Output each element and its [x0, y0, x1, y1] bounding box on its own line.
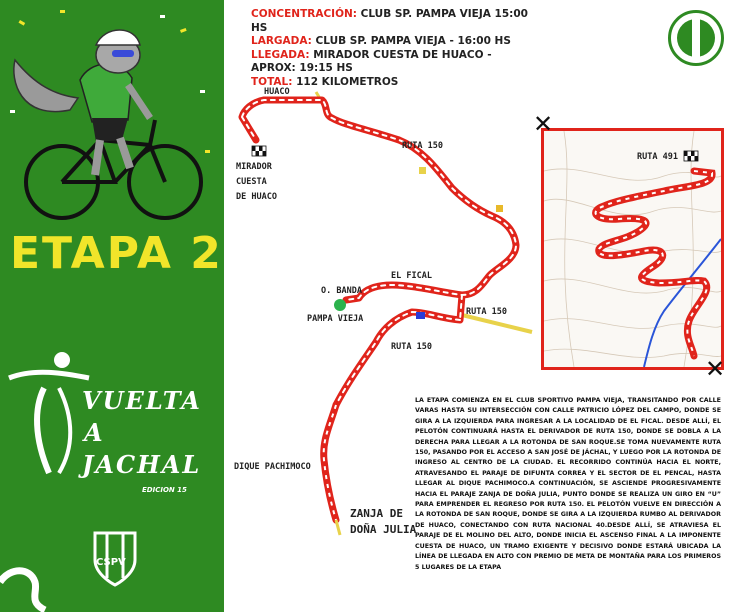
road-sign-b — [496, 205, 503, 212]
start-marker — [334, 299, 346, 311]
left-panel — [0, 0, 224, 612]
event-name-line2: A — [84, 418, 105, 447]
label-ruta150-top: RUTA 150 — [402, 141, 443, 151]
inset-corner-x-top-icon: ✕ — [533, 110, 554, 138]
concentracion-label: CONCENTRACIÓN: — [251, 8, 357, 20]
edition-label: EDICION 15 — [142, 486, 187, 494]
largada-value: CLUB SP. PAMPA VIEJA - 16:00 HS — [315, 35, 511, 47]
label-huaco: HUACO — [264, 87, 290, 97]
inset-corner-x-bottom-icon: ✕ — [705, 355, 726, 383]
cyclist-mascot-illustration — [0, 0, 224, 225]
stage-title: ETAPA 2 — [10, 228, 223, 279]
road-sign-ruta150 — [419, 167, 426, 174]
label-ruta491: RUTA 491 — [637, 152, 678, 162]
event-name-line3: JACHAL — [82, 450, 202, 479]
route-line — [242, 100, 516, 405]
llegada-label: LLEGADA: — [251, 48, 310, 61]
stage-info — [251, 8, 531, 89]
label-zanja: ZANJA DE DOÑA JULIA — [350, 507, 417, 536]
club-logo — [668, 10, 724, 66]
event-name-line1: VUELTA — [82, 386, 202, 415]
largada-label: LARGADA: — [251, 35, 312, 47]
club-initials: CSPV — [96, 557, 126, 568]
club-logo-stripe — [692, 19, 700, 57]
climb-inset-map — [541, 128, 724, 370]
label-ruta150-mid: RUTA 150 — [466, 307, 507, 317]
total-value: 112 KILOMETROS — [296, 75, 399, 88]
event-name — [82, 385, 202, 481]
river — [644, 239, 721, 367]
llegada-value: MIRADOR CUESTA DE HUACO - APROX: 19:15 HS — [251, 48, 492, 74]
inset-finish-flag-icon — [684, 151, 698, 161]
label-dique: DIQUE PACHIMOCO — [234, 462, 311, 472]
decorative-swirl — [0, 562, 60, 612]
road-sign-ruta40 — [416, 312, 425, 319]
finish-flag-icon — [252, 146, 266, 156]
event-logo-figure — [4, 348, 94, 478]
label-mirador: MIRADOR CUESTA DE HUACO — [236, 162, 277, 202]
label-pampa-vieja: PAMPA VIEJA — [307, 314, 364, 324]
route-map — [224, 80, 544, 410]
label-o-banda: O. BANDA — [321, 286, 362, 296]
concentracion-value: CLUB SP. PAMPA VIEJA 15:00 HS — [251, 8, 528, 34]
label-el-fical: EL FICAL — [391, 271, 432, 281]
climb-topo-map — [544, 131, 721, 367]
climb-route — [596, 171, 713, 356]
total-label: TOTAL: — [251, 75, 293, 88]
stage-description: LA ETAPA COMIENZA EN EL CLUB SPORTIVO PAMPA VIEJA, TRANSITANDO POR CALLE VARAS HASTA SU INTERSECCIÓN CON CALLE PATRICIO LÓPEZ DEL CAMPO, DONDE SE GIRA A LA IZQUIERDA PARA INGRESAR A LA LOCALIDAD DE EL FICAL. DESDE ALLÍ, EL PELOTÓN CONTINUARÁ HASTA EL DERIVADOR DE RUTA 150, DONDE SE DOBLA A LA DERECHA PARA LLEGAR A LA ROTONDA DE SAN ROQUE.SE TOMA NUEVAMENTE RUTA 150, PASANDO POR EL ACCESO A SAN JOSÉ DE JÁCHAL, Y LUEGO POR LA ROTONDA DE INGRESO AL CENTRO DE LA CIUDAD. EL RECORRIDO CONTINÚA HACIA EL NORTE, ATRAVESANDO EL PARAJE DE DIFUNTA CORREA Y EL SECTOR DE EL PENCAL, HASTA LLEGAR AL DIQUE PACHIMOCO.A CONTINUACIÓN, SE ASCIENDE PROGRESIVAMENTE HACIA EL PARAJE ZANJA DE DOÑA JULIA, PUNTO DONDE SE REALIZA UN GIRO EN “U” PARA EMPRENDER EL REGRESO POR RUTA 150. EL PELOTÓN VUELVE EN DIRECCIÓN A LA ROTONDA DE SAN ROQUE, DONDE SE GIRA A LA IZQUIERDA RUMBO AL DERIVADOR DE HUACO, CONECTANDO CON RUTA NACIONAL 40.DESDE ALLÍ, SE ATRAVIESA EL PARAJE DE EL MOLINO DEL ALTO, DONDE INICIA EL ASCENSO FINAL A LA IMPONENTE CUESTA DE HUACO, UN TRAMO EXIGENTE Y DECISIVO DONDE ESTARÁ UBICADA LA LÍNEA DE LLEGADA EN ALTO CON PREMIO DE META DE MONTAÑA PARA LOS PRIMEROS 5 LUGARES DE LA ETAPA — [415, 397, 721, 571]
label-ruta150-left: RUTA 150 — [391, 342, 432, 352]
